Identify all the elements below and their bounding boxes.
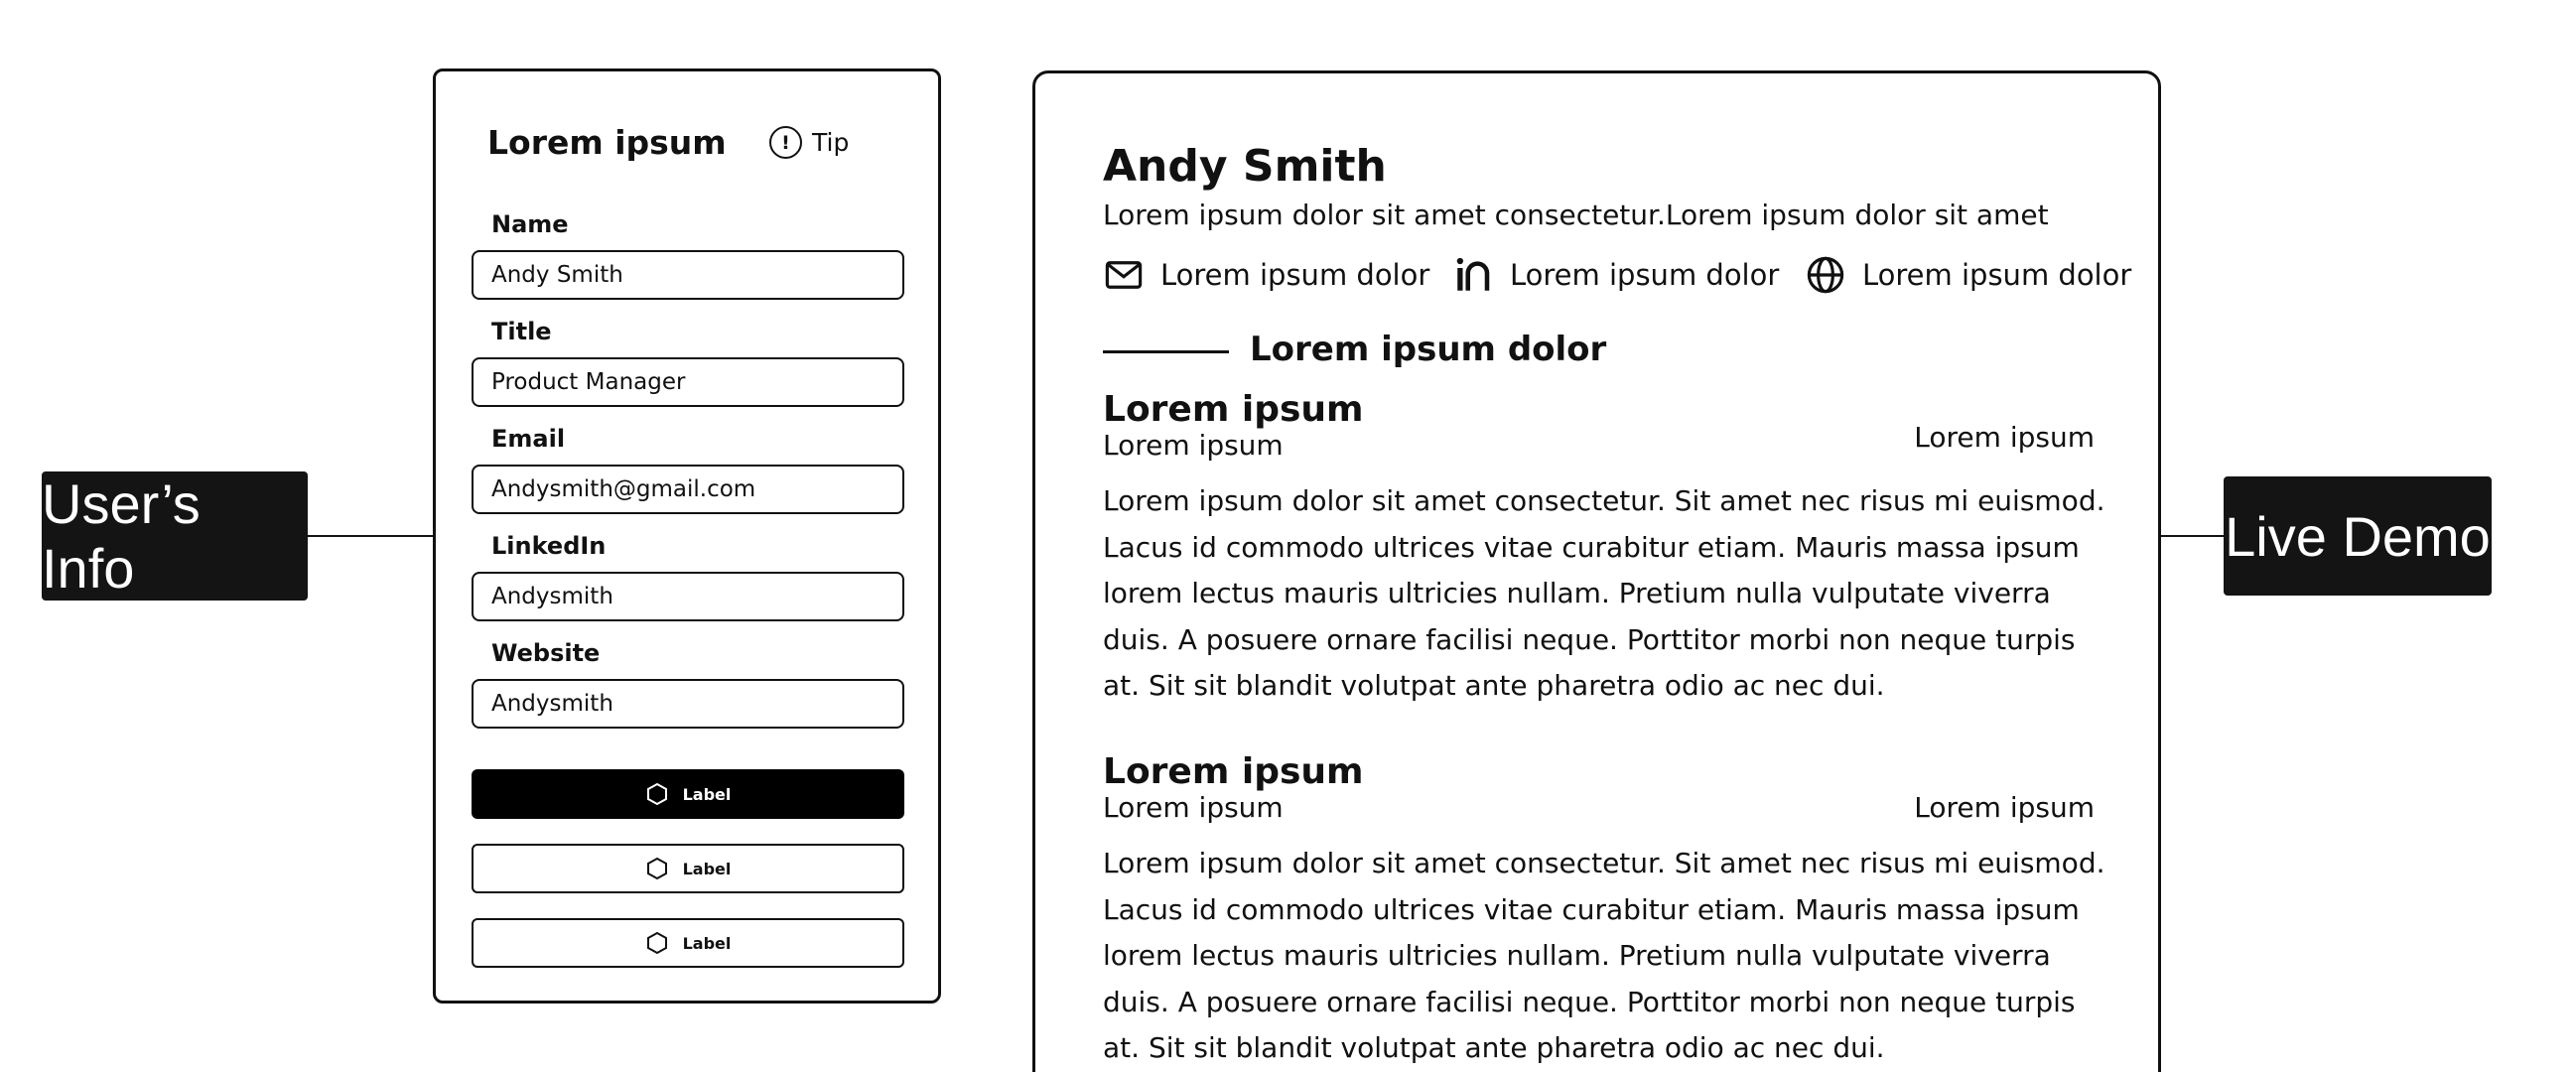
contact-website[interactable] xyxy=(1805,254,2131,296)
linkedin-icon xyxy=(1452,254,1494,296)
experience-2-body: Lorem ipsum dolor sit amet consectetur. Sit amet nec risus mi euismod. Lacus id commodo ultrices vitae curabitur etiam. Mauris massa ipsum lorem lectus mauris ultricies nullam. Pretium nulla vulputate viverra duis. A posuere ornare facilisi neque. Porttitor morbi non neque turpis at. Sit sit blandit volutpat ante pharetra odio ac nec dui. xyxy=(1103,847,2105,1064)
section-title: Lorem ipsum dolor xyxy=(1250,330,1607,369)
contact-linkedin-text: Lorem ipsum dolor xyxy=(1510,258,1780,292)
user-info-form-panel xyxy=(433,68,941,1004)
contact-email[interactable] xyxy=(1103,254,1429,296)
hexagon-icon xyxy=(645,931,669,955)
tip-label: Tip xyxy=(812,128,850,157)
experience-1-body: Lorem ipsum dolor sit amet consectetur. Sit amet nec risus mi euismod. Lacus id commodo ultrices vitae curabitur etiam. Mauris massa ipsum lorem lectus mauris ultricies nullam. Pretium nulla vulputate viverra duis. A posuere ornare facilisi neque. Porttitor morbi non neque turpis at. Sit sit blandit volutpat ante pharetra odio ac nec dui. xyxy=(1103,484,2105,702)
resume-summary: Lorem ipsum dolor sit amet consectetur.Lorem ipsum dolor sit amet xyxy=(1103,199,2049,231)
hexagon-icon xyxy=(645,857,669,880)
title-input[interactable] xyxy=(472,357,904,407)
live-demo-callout: Live Demo xyxy=(2224,476,2492,596)
secondary-button[interactable] xyxy=(472,844,904,893)
section-divider xyxy=(1103,350,1229,353)
resume-name: Andy Smith xyxy=(1103,141,1387,192)
title-label: Title xyxy=(491,318,552,345)
website-label: Website xyxy=(491,639,601,667)
primary-button-label: Label xyxy=(682,784,732,804)
experience-1-date: Lorem ipsum xyxy=(1914,421,2095,454)
info-icon: ! xyxy=(769,126,802,159)
experience-2-subheading: Lorem ipsum xyxy=(1103,791,1284,824)
tertiary-button-label: Label xyxy=(682,933,732,953)
users-info-callout: User’s Info xyxy=(42,471,308,601)
form-title: Lorem ipsum xyxy=(487,123,727,162)
name-input[interactable] xyxy=(472,250,904,300)
hexagon-icon xyxy=(645,782,669,806)
linkedin-input[interactable] xyxy=(472,572,904,621)
experience-1-subheading: Lorem ipsum xyxy=(1103,429,1284,462)
email-label: Email xyxy=(491,425,566,453)
experience-2-date: Lorem ipsum xyxy=(1914,791,2095,824)
experience-2-heading: Lorem ipsum xyxy=(1103,751,1364,792)
contact-website-text: Lorem ipsum dolor xyxy=(1862,258,2132,292)
website-input[interactable] xyxy=(472,679,904,729)
contact-email-text: Lorem ipsum dolor xyxy=(1160,258,1430,292)
tertiary-button[interactable] xyxy=(472,918,904,968)
linkedin-label: LinkedIn xyxy=(491,532,607,560)
primary-button[interactable] xyxy=(472,769,904,819)
name-label: Name xyxy=(491,210,569,238)
experience-1-heading: Lorem ipsum xyxy=(1103,389,1364,430)
live-demo-preview-panel xyxy=(1032,70,2161,1072)
email-input[interactable] xyxy=(472,465,904,514)
secondary-button-label: Label xyxy=(682,859,732,878)
mail-icon xyxy=(1103,254,1145,296)
contact-linkedin[interactable] xyxy=(1452,254,1779,296)
tip-button[interactable] xyxy=(769,126,849,159)
globe-icon xyxy=(1805,254,1846,296)
